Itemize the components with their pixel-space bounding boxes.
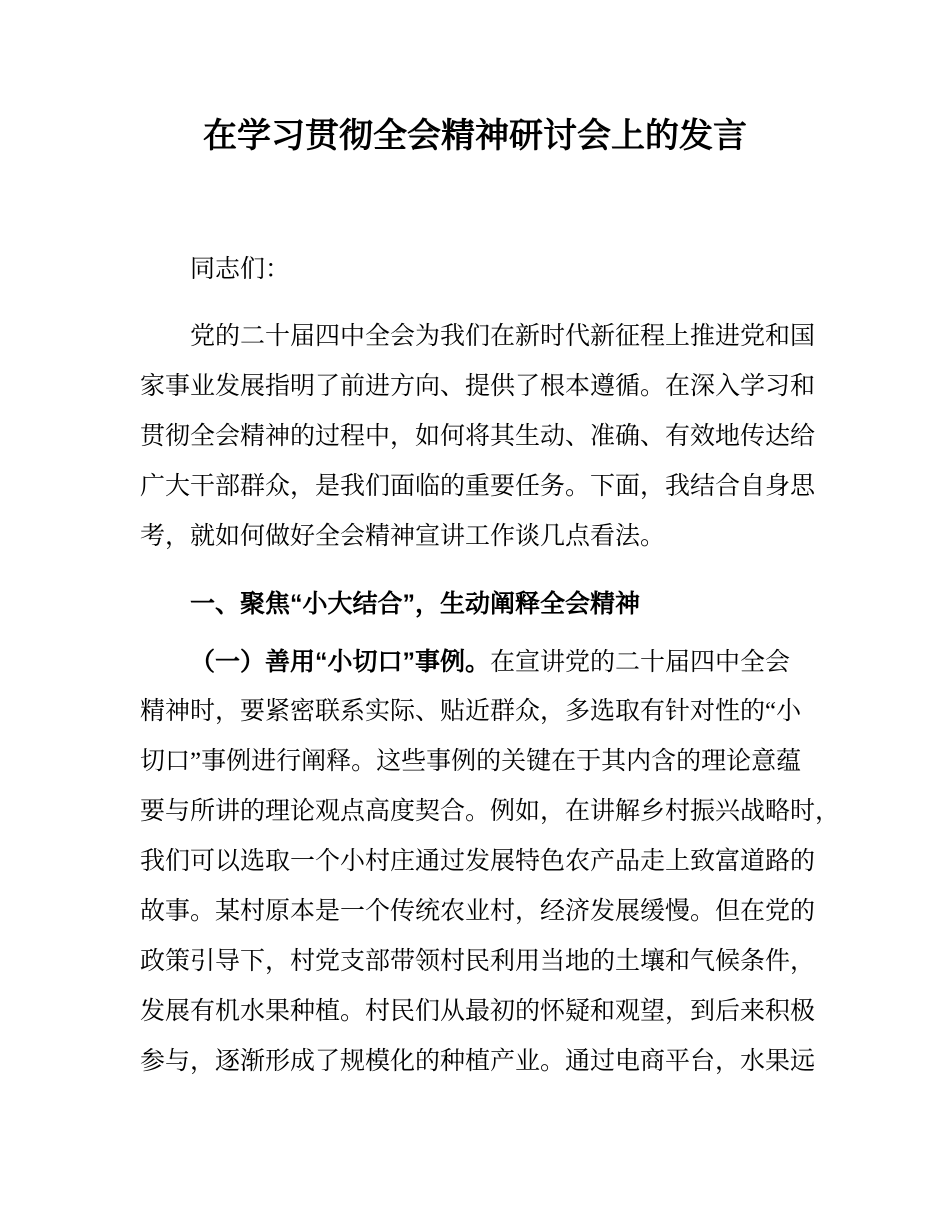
section-heading-1: 一、聚焦“小大结合”，生动阐释全会精神 <box>190 590 641 618</box>
text-line: 考，就如何做好全会精神宣讲工作谈几点看法。 <box>140 523 666 550</box>
text-line: 家事业发展指明了前进方向、提供了根本遵循。在深入学习和 <box>140 373 816 400</box>
text-line: 参与，逐渐形成了规模化的种植产业。通过电商平台，水果远 <box>140 1048 816 1075</box>
text-line: 贯彻全会精神的过程中，如何将其生动、准确、有效地传达给 <box>140 423 816 450</box>
text-line: 发展有机水果种植。村民们从最初的怀疑和观望，到后来积极 <box>140 998 816 1025</box>
bold-lead-text: （一）善用“小切口”事例。 <box>190 648 491 676</box>
document-title: 在学习贯彻全会精神研讨会上的发言 <box>203 118 747 155</box>
text-line: 故事。某村原本是一个传统农业村，经济发展缓慢。但在党的 <box>140 898 816 925</box>
text-line: 要与所讲的理论观点高度契合。例如，在讲解乡村振兴战略时， <box>140 798 841 825</box>
body-text: 在宣讲党的二十届四中全会 <box>490 649 791 676</box>
text-line: 党的二十届四中全会为我们在新时代新征程上推进党和国 <box>190 323 816 350</box>
salutation-line: 同志们： <box>190 256 291 283</box>
text-line: 广大干部群众，是我们面临的重要任务。下面，我结合自身思 <box>140 473 816 500</box>
text-line: 切口”事例进行阐释。这些事例的关键在于其内含的理论意蕴 <box>140 748 802 775</box>
text-line: 我们可以选取一个小村庄通过发展特色农产品走上致富道路的 <box>140 848 816 875</box>
intro-paragraph <box>140 312 816 562</box>
section-1-1-paragraph <box>140 637 841 1087</box>
text-line <box>140 637 810 687</box>
text-line: 政策引导下，村党支部带领村民利用当地的土壤和气候条件， <box>140 948 816 975</box>
text-line: 精神时，要紧密联系实际、贴近群众，多选取有针对性的“小 <box>140 698 802 725</box>
